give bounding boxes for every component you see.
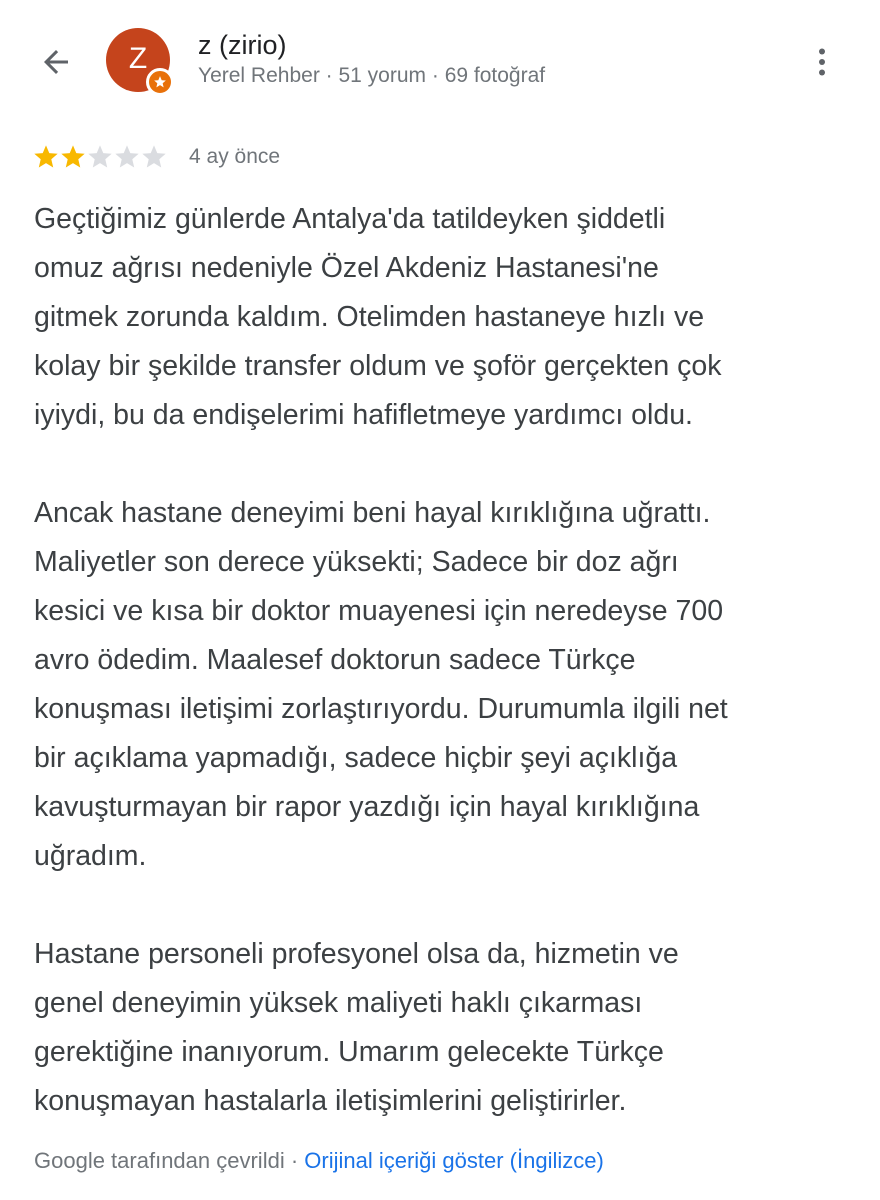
star-rating [32, 143, 167, 171]
meta-separator: · [319, 64, 339, 87]
review-paragraph [34, 930, 854, 1126]
translation-note [34, 1148, 604, 1174]
meta-separator-2: · [426, 64, 445, 87]
translation-separator: · [284, 1148, 305, 1173]
review-line: Geçtiğimiz günlerde Antalya'da tatildeyken şiddetli [34, 203, 666, 235]
meta-photos: 69 fotoğraf [444, 64, 546, 87]
review-line: Maliyetler son derece yüksekti; Sadece bir doz ağrı [34, 546, 679, 578]
review-line: gitmek zorunda kaldım. Otelimden hastaneye hızlı ve [34, 301, 705, 333]
user-name[interactable]: z (zirio) [198, 30, 287, 60]
show-original-link[interactable]: Orijinal içeriği göster (İngilizce) [304, 1148, 604, 1173]
arrow-back-icon [38, 44, 74, 80]
more-vert-icon [804, 44, 840, 80]
review-line: bir açıklama yapmadığı, sadece hiçbir şeyi açıklığa [34, 742, 678, 774]
star-empty-icon [140, 143, 168, 171]
review-line: uğradım. [34, 840, 147, 872]
local-guide-star-icon [153, 75, 167, 89]
star-filled-icon [59, 143, 87, 171]
review-line: iyiydi, bu da endişelerimi hafifletmeye yardımcı oldu. [34, 399, 693, 431]
meta-role: Yerel Rehber [198, 64, 320, 87]
user-meta [198, 64, 545, 88]
review-paragraph [34, 489, 854, 881]
review-line: Hastane personeli profesyonel olsa da, hizmetin ve [34, 938, 679, 970]
local-guide-badge [146, 68, 174, 96]
back-button[interactable] [34, 40, 78, 84]
review-paragraph [34, 195, 854, 440]
review-line: gerektiğine inanıyorum. Umarım gelecekte Türkçe [34, 1036, 664, 1068]
review-line: konuşmayan hastalarla iletişimlerini geliştirirler. [34, 1085, 627, 1117]
meta-reviews: 51 yorum [338, 64, 427, 87]
review-line: Ancak hastane deneyimi beni hayal kırıklığına uğrattı. [34, 497, 711, 529]
review-text [34, 195, 854, 1126]
star-empty-icon [86, 143, 114, 171]
avatar-letter: Z [106, 28, 170, 92]
review-line: kesici ve kısa bir doktor muayenesi için neredeyse 700 [34, 595, 724, 627]
review-line: konuşması iletişimi zorlaştırıyordu. Durumumla ilgili net [34, 693, 728, 725]
paragraph-gap [34, 440, 854, 489]
review-header [0, 0, 880, 120]
paragraph-gap [34, 881, 854, 930]
rating-row [32, 142, 280, 172]
translated-by-label: Google tarafından çevrildi [34, 1148, 285, 1173]
review-time: 4 ay önce [189, 145, 281, 168]
review-line: kavuşturmayan bir rapor yazdığı için hayal kırıklığına [34, 791, 700, 823]
review-line: kolay bir şekilde transfer oldum ve şoför gerçekten çok [34, 350, 722, 382]
review-line: avro ödedim. Maalesef doktorun sadece Türkçe [34, 644, 636, 676]
more-options-button[interactable] [804, 40, 840, 84]
star-empty-icon [113, 143, 141, 171]
avatar[interactable] [106, 28, 170, 92]
review-line: genel deneyimin yüksek maliyeti haklı çıkarması [34, 987, 643, 1019]
review-line: omuz ağrısı nedeniyle Özel Akdeniz Hastanesi'ne [34, 252, 659, 284]
star-filled-icon [32, 143, 60, 171]
